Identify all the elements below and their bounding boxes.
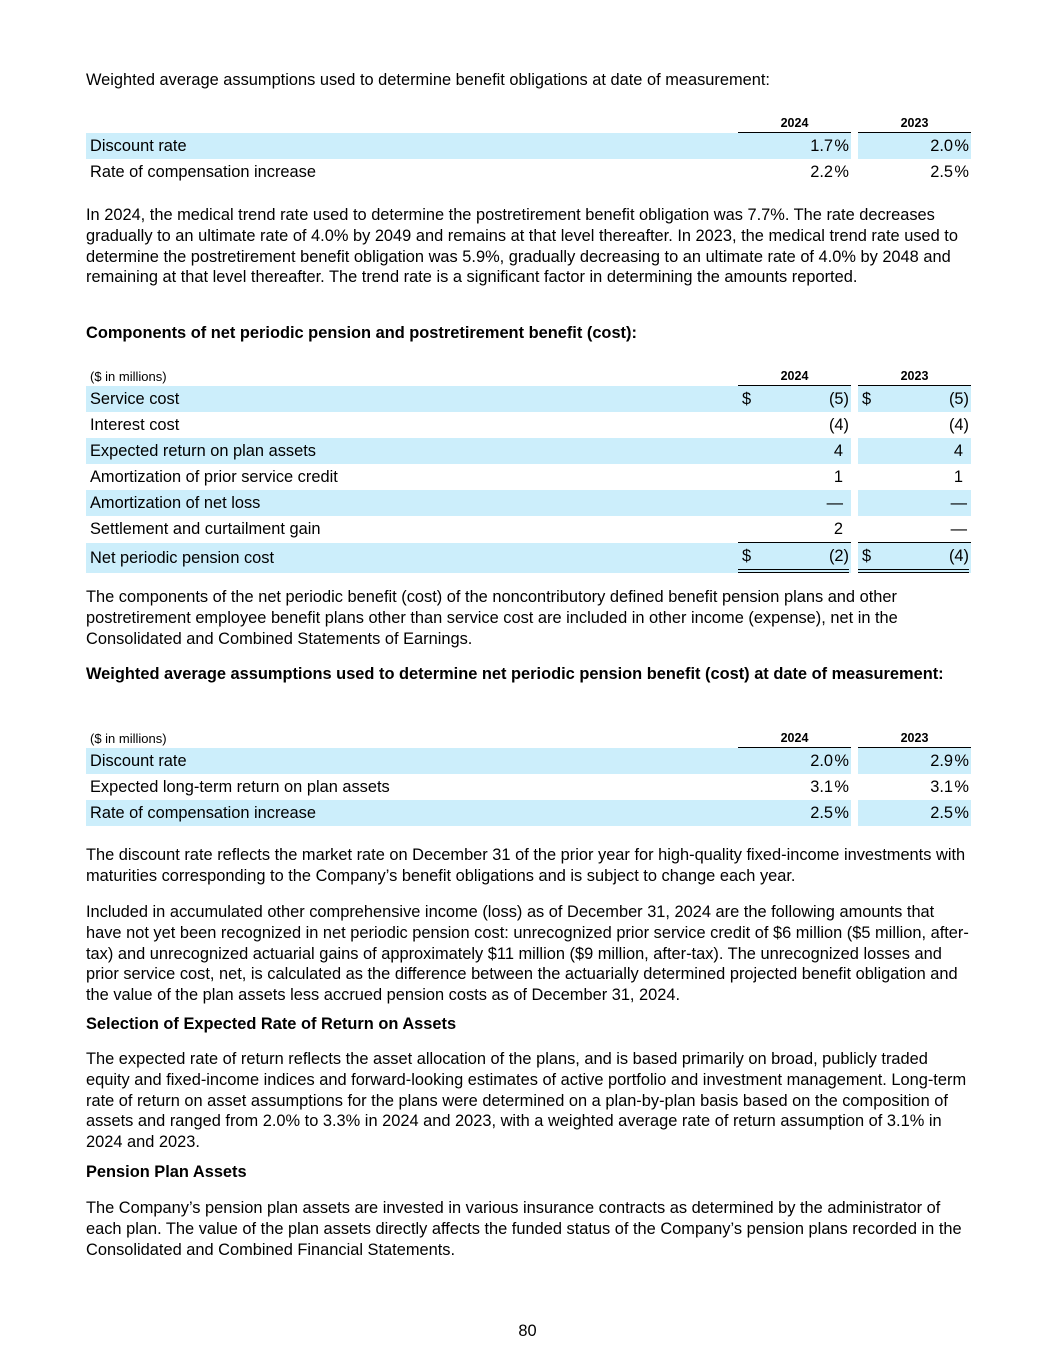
selection-heading: Selection of Expected Rate of Return on Assets bbox=[86, 1015, 457, 1033]
percent-sign: % bbox=[954, 137, 969, 155]
assumptions-heading: Weighted average assumptions used to determine net periodic pension benefit (cost) at date of measurement: bbox=[86, 665, 944, 683]
unit-label: ($ in millions) bbox=[90, 730, 167, 746]
cell-value: 4 bbox=[833, 442, 843, 460]
table-row bbox=[86, 774, 971, 800]
row-label: Rate of compensation increase bbox=[86, 800, 738, 826]
row-label: Amortization of net loss bbox=[86, 490, 738, 516]
table-header-row bbox=[86, 727, 971, 748]
table-row bbox=[86, 412, 971, 438]
plan-assets-paragraph: The Company’s pension plan assets are invested in various insurance contracts as determined by the administrator of each plan. The value of the plan assets directly affects the funded status of the Company’s pension plans recorded in the Consolidated and Combined Financial Statements. bbox=[86, 1199, 962, 1259]
table-row bbox=[86, 748, 971, 775]
cell-value: 3.1 bbox=[810, 778, 833, 796]
page-number: 80 bbox=[518, 1322, 537, 1340]
selection-paragraph: The expected rate of return reflects the asset allocation of the plans, and is based primarily on broad, publicly traded equity and fixed-income indices and forward-looking estimates of active portfolio and investment management. Long-term rate of return on asset assumptions for the plans were determined on a plan-by-plan basis based on the composition of assets and ranged from 2.0% to 3.3% in 2024 and 2023, with a weighted average rate of return assumption of 3.1% in 2024 and 2023. bbox=[86, 1050, 967, 1152]
trend-rate-paragraph: In 2024, the medical trend rate used to determine the postretirement benefit obligation was 7.7%. The rate decreases gradually to an ultimate rate of 4.0% by 2049 and remains at that level thereafter. In 2023, the medical trend rate used to determine the postretirement benefit obligation was 5.9%, gradually decreasing to an ultimate rate of 4.0% by 2048 and remaining at that level thereafter. The trend rate is a significant factor in determining the amounts reported. bbox=[86, 206, 958, 287]
cell-value: 2.2 bbox=[810, 163, 833, 181]
percent-sign: % bbox=[834, 163, 849, 181]
currency-symbol: $ bbox=[742, 390, 752, 408]
discount-rate-paragraph: The discount rate reflects the market rate on December 31 of the prior year for high-quality fixed-income investments with maturities corresponding to the Company’s benefit obligations and is subject to change each year. bbox=[86, 846, 966, 885]
row-label: Amortization of prior service credit bbox=[90, 468, 338, 486]
row-label: Net periodic pension cost bbox=[86, 543, 738, 574]
cell-value: (4) bbox=[948, 547, 969, 565]
cell-value: (2) bbox=[828, 547, 849, 565]
cell-value: (4) bbox=[828, 416, 849, 434]
year-header: 2024 bbox=[738, 365, 851, 386]
cell-value: — bbox=[950, 520, 967, 538]
row-label: Interest cost bbox=[90, 416, 180, 434]
cell-value: 1 bbox=[953, 468, 963, 486]
year-header: 2023 bbox=[858, 365, 971, 386]
cell-value: 2.5 bbox=[930, 804, 953, 822]
percent-sign: % bbox=[954, 778, 969, 796]
table-row bbox=[86, 464, 971, 490]
cell-value: 4 bbox=[953, 442, 963, 460]
intro-obligations-text: Weighted average assumptions used to determine benefit obligations at date of measurement: bbox=[86, 71, 770, 89]
row-label: Service cost bbox=[86, 386, 738, 413]
pension-cost-components-table bbox=[86, 365, 971, 573]
cell-value: — bbox=[950, 494, 967, 512]
table-row bbox=[86, 438, 971, 464]
cell-value: 2.9 bbox=[930, 752, 953, 770]
cell-value: (4) bbox=[948, 416, 969, 434]
row-label: Expected long-term return on plan assets bbox=[90, 778, 390, 796]
table-header-row bbox=[86, 112, 971, 133]
cell-value: 2.0 bbox=[810, 752, 833, 770]
table-header-row bbox=[86, 365, 971, 386]
row-label: Settlement and curtailment gain bbox=[90, 520, 321, 539]
table-row bbox=[86, 133, 971, 160]
year-header: 2023 bbox=[858, 727, 971, 748]
cell-value: 2 bbox=[833, 520, 843, 538]
components-paragraph: The components of the net periodic benefit (cost) of the noncontributory defined benefit pension plans and other postretirement employee benefit plans other than service cost are included in other income (expense), net in the Consolidated and Combined Statements of Earnings. bbox=[86, 588, 898, 648]
cell-value: (5) bbox=[948, 390, 969, 408]
currency-symbol: $ bbox=[742, 547, 752, 565]
row-label: Discount rate bbox=[86, 748, 738, 775]
year-header: 2023 bbox=[858, 112, 971, 133]
table-row bbox=[86, 516, 971, 543]
row-label: Discount rate bbox=[86, 133, 738, 160]
row-label: Rate of compensation increase bbox=[90, 163, 316, 181]
percent-sign: % bbox=[834, 752, 849, 770]
percent-sign: % bbox=[954, 752, 969, 770]
currency-symbol: $ bbox=[862, 390, 872, 408]
plan-assets-heading: Pension Plan Assets bbox=[86, 1163, 247, 1181]
cell-value: 2.0 bbox=[930, 137, 953, 155]
obligation-assumptions-table bbox=[86, 112, 971, 185]
cell-value: 1 bbox=[833, 468, 843, 486]
total-row bbox=[86, 543, 971, 574]
cell-value: — bbox=[826, 494, 843, 512]
year-header: 2024 bbox=[738, 112, 851, 133]
currency-symbol: $ bbox=[862, 547, 872, 565]
table-row bbox=[86, 386, 971, 413]
percent-sign: % bbox=[834, 137, 849, 155]
percent-sign: % bbox=[834, 778, 849, 796]
cell-value: (5) bbox=[828, 390, 849, 408]
percent-sign: % bbox=[834, 804, 849, 822]
table-row bbox=[86, 159, 971, 185]
cell-value: 1.7 bbox=[810, 137, 833, 155]
aoci-paragraph: Included in accumulated other comprehensive income (loss) as of December 31, 2024 are the following amounts that have not yet been recognized in net periodic pension cost: unrecognized prior service credit of $6 million ($5 million, after-tax) and unrecognized actuarial gains of approximately $11 million ($9 million, after-tax). The unrecognized losses and prior service cost, net, is calculated as the difference between the actuarially determined projected benefit obligation and the value of the plan assets less accrued pension costs as of December 31, 2024. bbox=[86, 903, 969, 1005]
components-heading: Components of net periodic pension and postretirement benefit (cost): bbox=[86, 324, 637, 342]
unit-label: ($ in millions) bbox=[90, 368, 167, 384]
table-row bbox=[86, 490, 971, 516]
cell-value: 2.5 bbox=[810, 804, 833, 822]
cell-value: 3.1 bbox=[930, 778, 953, 796]
row-label: Expected return on plan assets bbox=[86, 438, 738, 464]
pension-cost-assumptions-table bbox=[86, 727, 971, 826]
percent-sign: % bbox=[954, 804, 969, 822]
year-header: 2024 bbox=[738, 727, 851, 748]
cell-value: 2.5 bbox=[930, 163, 953, 181]
percent-sign: % bbox=[954, 163, 969, 181]
table-row bbox=[86, 800, 971, 826]
